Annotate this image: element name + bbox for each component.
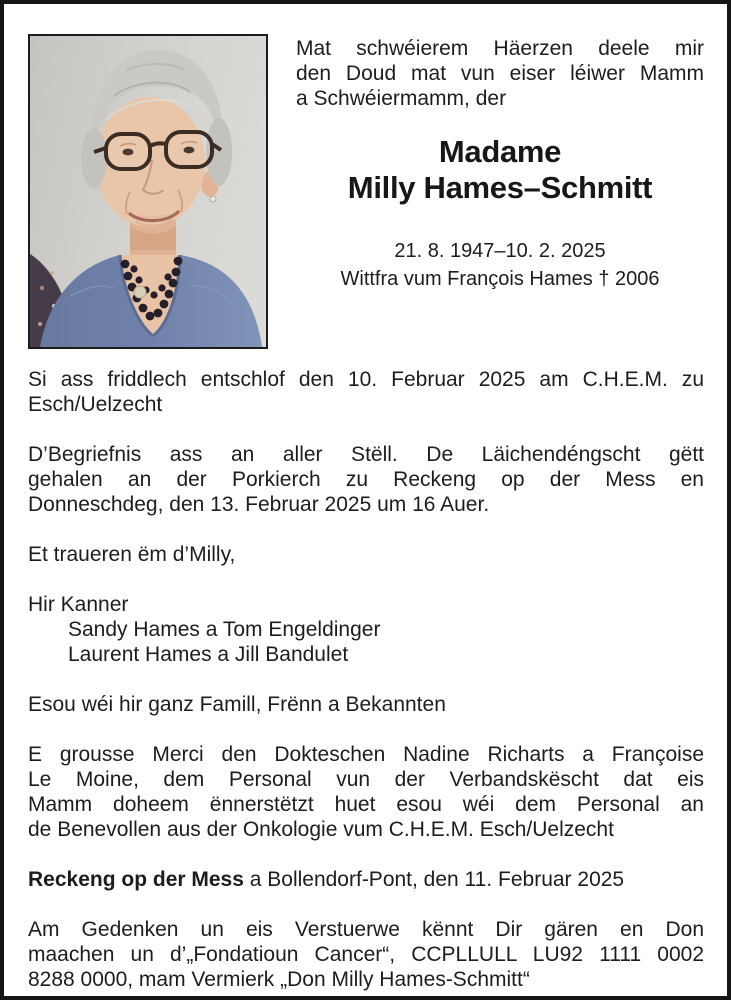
- body-line: Le Moine, dem Personal vun der Verbandskëscht dat eis: [28, 768, 704, 791]
- body-line: Am Gedenken un eis Verstuerwe kënnt Dir gären en Don: [28, 918, 704, 941]
- body-line: [28, 867, 704, 892]
- body-line: 8288 0000, mam Vermierk „Don Milly Hames-Schmitt“: [28, 968, 530, 991]
- salutation: Madame: [438, 134, 562, 169]
- dateline-rest: a Bollendorf-Pont, den 11. Februar 2025: [243, 868, 625, 891]
- lifespan: 21. 8. 1947–10. 2. 2025: [394, 240, 606, 262]
- body-line: de Benevollen aus der Onkologie vum C.H.E.M. Esch/Uelzecht: [28, 818, 614, 841]
- deceased-name: Milly Hames–Schmitt: [347, 170, 653, 205]
- child-couple: Sandy Hames a Tom Engeldinger: [68, 618, 381, 641]
- body-line: Donneschdeg, den 13. Februar 2025 um 16 Auer.: [28, 493, 490, 516]
- body-line: maachen un d’„Fondatioun Cancer“, CCPLLULL LU92 1111 0002: [28, 943, 704, 966]
- body-line: D’Begriefnis ass an aller Stëll. De Läichendéngscht gëtt: [28, 443, 704, 466]
- body-line: Esou wéi hir ganz Famill, Frënn a Bekannten: [28, 693, 446, 716]
- header-section: [28, 30, 704, 349]
- intro-line: a Schwéiermamm, der: [296, 87, 507, 110]
- body-line: Esch/Uelzecht: [28, 393, 163, 416]
- child-couple: Laurent Hames a Jill Bandulet: [68, 643, 349, 666]
- header-text-column: [296, 30, 704, 349]
- body-line: gehalen an der Porkierch zu Reckeng op der Mess en: [28, 468, 704, 491]
- portrait-photo: [28, 34, 268, 349]
- children-list: [28, 592, 704, 667]
- dateline-place: Reckeng op der Mess: [28, 868, 244, 891]
- dates-block: [296, 237, 704, 293]
- intro-paragraph: [296, 36, 704, 111]
- body-line: Mamm doheem ënnerstëtzt huet esou wéi dem Personal an: [28, 793, 704, 816]
- body-line: Et traueren ëm d’Milly,: [28, 543, 236, 566]
- funeral-paragraph: [28, 442, 704, 517]
- intro-line: den Doud mat vun eiser léiwer Mamm: [296, 62, 704, 85]
- family-line: [28, 692, 704, 717]
- donation-paragraph: [28, 917, 704, 992]
- mourners-intro: [28, 542, 704, 567]
- thanks-paragraph: [28, 742, 704, 842]
- body-line: Si ass friddlech entschlof den 10. Februar 2025 am C.H.E.M. zu: [28, 368, 704, 391]
- dateline: [28, 867, 704, 892]
- body-line: E grousse Merci den Dokteschen Nadine Richarts a Françoise: [28, 743, 704, 766]
- widow-line: Wittfra vum François Hames † 2006: [340, 268, 660, 290]
- death-paragraph: [28, 367, 704, 417]
- deceased-title: [296, 134, 704, 206]
- intro-line: Mat schwéierem Häerzen deele mir: [296, 37, 704, 60]
- notice-body: [28, 367, 704, 992]
- portrait-illustration: [30, 36, 266, 347]
- children-header: Hir Kanner: [28, 593, 129, 616]
